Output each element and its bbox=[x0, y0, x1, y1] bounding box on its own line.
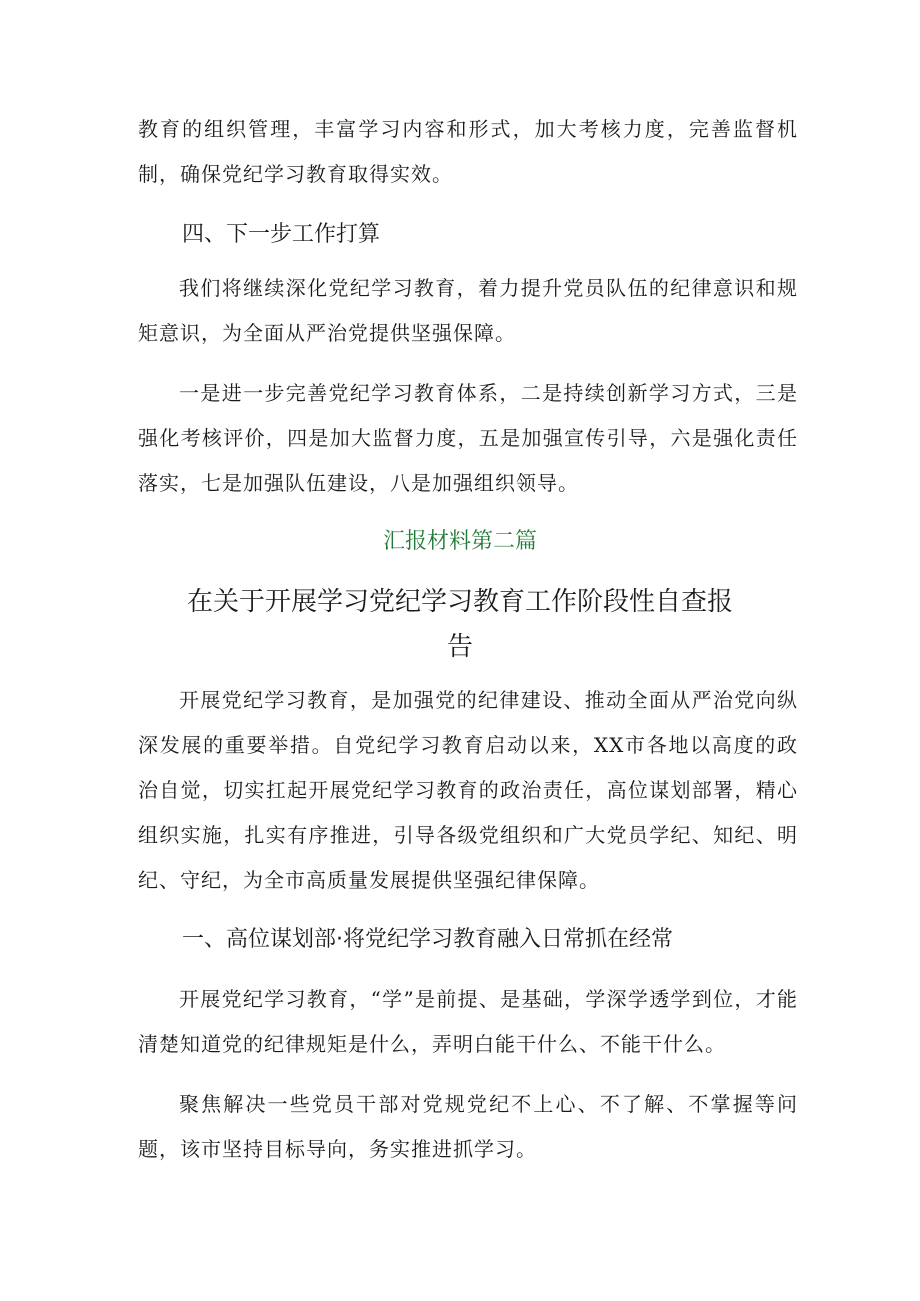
paragraph-next-steps-list: 一是进一步完善党纪学习教育体系，二是持续创新学习方式，三是强化考核评价，四是加大监督力度，五是加强宣传引导，六是强化责任落实，七是加强队伍建设，八是加强组织领导。 bbox=[138, 381, 798, 495]
section-heading-planning: 一、高位谋划部·将党纪学习教育融入日常抓在经常 bbox=[182, 927, 673, 952]
section-label: 汇报材料第二篇 bbox=[382, 529, 537, 554]
document-title: 在关于开展学习党纪学习教育工作阶段性自查报告 bbox=[186, 587, 733, 662]
paragraph-learning-focus: 聚焦解决一些党员干部对党规党纪不上心、不了解、不掌握等问题，该市坚持目标导向，务实推进抓学习。 bbox=[138, 1092, 798, 1161]
paragraph-intro: 开展党纪学习教育，是加强党的纪律建设、推动全面从严治党向纵深发展的重要举措。自党纪学习教育启动以来，XX市各地以高度的政治自觉，切实扛起开展党纪学习教育的政治责任，高位谋划部署，精心组织实施，扎实有序推进，引导各级党组织和广大党员学纪、知纪、明纪、守纪，为全市高质量发展提供坚强纪律保障。 bbox=[138, 688, 798, 892]
section-heading-next-steps: 四、下一步工作打算 bbox=[182, 222, 381, 247]
paragraph-learning-premise: 开展党纪学习教育，“学”是前提、是基础，学深学透学到位，才能清楚知道党的纪律规矩是什么，弄明白能干什么、不能干什么。 bbox=[138, 987, 798, 1056]
paragraph-continuation: 教育的组织管理，丰富学习内容和形式，加大考核力度，完善监督机制，确保党纪学习教育取得实效。 bbox=[138, 117, 798, 186]
paragraph-next-steps-intro: 我们将继续深化党纪学习教育，着力提升党员队伍的纪律意识和规矩意识，为全面从严治党提供坚强保障。 bbox=[138, 276, 798, 345]
